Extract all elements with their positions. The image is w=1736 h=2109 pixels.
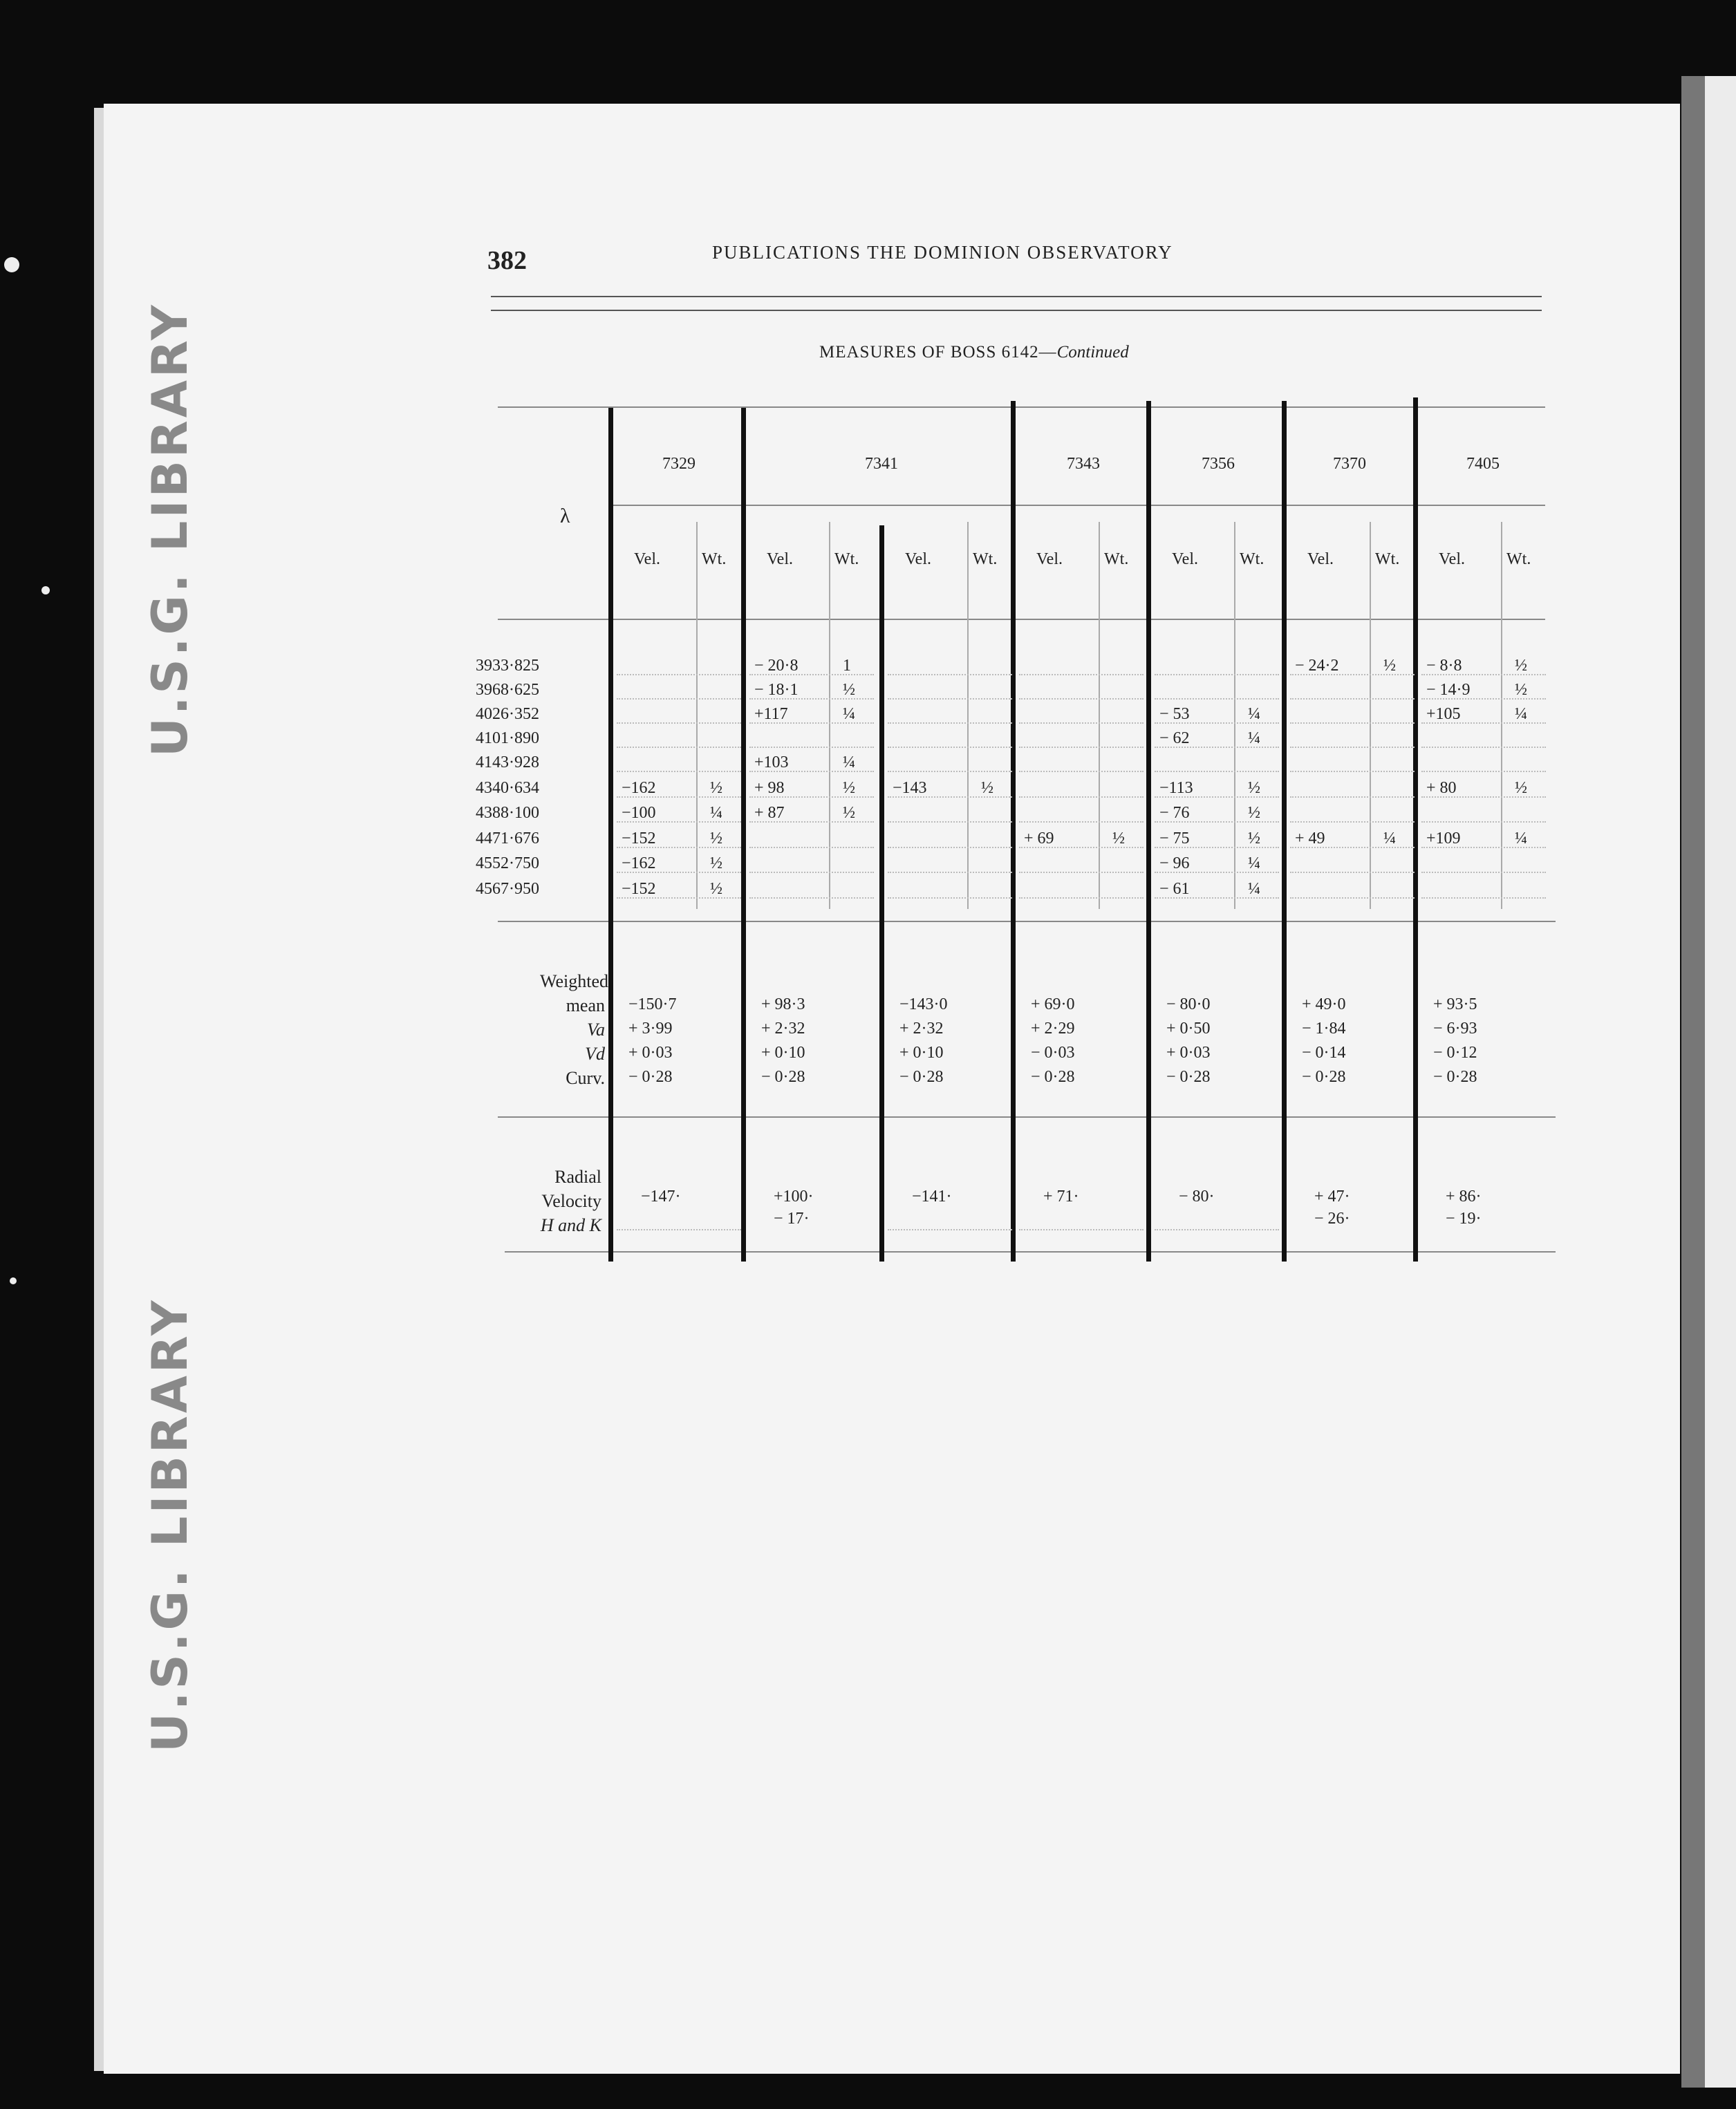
summary-value: + 2·29 xyxy=(1031,1020,1075,1038)
summary-bottom-rule xyxy=(498,1116,1556,1118)
weight-value: ½ xyxy=(1248,829,1260,847)
vel-wt-divider xyxy=(1099,522,1100,909)
data-bottom-rule xyxy=(498,921,1556,922)
weight-value: ¼ xyxy=(1515,829,1527,847)
velocity-value: −100 xyxy=(622,804,656,822)
vel-header: Vel. xyxy=(634,550,660,568)
vel-wt-divider xyxy=(1370,522,1371,909)
leader-dots xyxy=(1019,771,1144,772)
wavelength: 4143·928 xyxy=(476,753,539,771)
library-stamp-bottom: U.S.G. LIBRARY xyxy=(142,1297,198,1752)
header-rule xyxy=(491,310,1542,311)
velocity-value: − 61 xyxy=(1159,880,1190,898)
vel-header: Vel. xyxy=(1036,550,1063,568)
weight-value: ¼ xyxy=(1248,854,1260,872)
leader-dots xyxy=(1290,796,1415,798)
wt-header: Wt. xyxy=(834,550,859,568)
leader-dots xyxy=(1290,872,1415,873)
leader-dots xyxy=(1019,1229,1144,1230)
dust-speck xyxy=(10,1277,17,1284)
column-divider xyxy=(1413,397,1418,1262)
wavelength: 4340·634 xyxy=(476,779,539,797)
vel-header: Vel. xyxy=(1307,550,1334,568)
weight-value: ½ xyxy=(843,804,855,822)
vel-wt-divider xyxy=(829,522,830,909)
leader-dots xyxy=(888,722,1012,724)
vel-header: Vel. xyxy=(1439,550,1465,568)
velocity-value: + 87 xyxy=(754,804,785,822)
summary-value: + 49·0 xyxy=(1302,995,1346,1013)
leader-dots xyxy=(617,698,741,700)
weight-value: ¼ xyxy=(843,705,855,723)
page-number: 382 xyxy=(487,246,527,275)
velocity-value: +109 xyxy=(1426,829,1461,847)
leader-dots xyxy=(1290,897,1415,899)
leader-dots xyxy=(1421,747,1546,748)
leader-dots xyxy=(1019,821,1144,823)
summary-value: − 0·28 xyxy=(899,1068,944,1086)
summary-value: − 6·93 xyxy=(1433,1020,1477,1038)
summary-value: + 98·3 xyxy=(761,995,805,1013)
weight-value: ¼ xyxy=(1248,705,1260,723)
column-divider xyxy=(879,525,884,1262)
summary-value: + 0·10 xyxy=(761,1044,805,1062)
leader-dots xyxy=(1155,674,1279,675)
weight-value: ½ xyxy=(710,779,722,797)
radial-velocity: −147· xyxy=(641,1188,681,1206)
radial-velocity-hk: − 17· xyxy=(774,1210,810,1228)
wavelength: 3933·825 xyxy=(476,657,539,675)
velocity-value: − 53 xyxy=(1159,705,1190,723)
summary-label: Vd xyxy=(585,1044,605,1064)
velocity-value: − 20·8 xyxy=(754,657,799,675)
plate-header-rule xyxy=(608,505,1545,506)
summary-value: + 0·03 xyxy=(628,1044,673,1062)
wavelength: 4471·676 xyxy=(476,829,539,847)
weight-value: ½ xyxy=(1515,779,1527,797)
velocity-value: − 8·8 xyxy=(1426,657,1462,675)
leader-dots xyxy=(1290,698,1415,700)
leader-dots xyxy=(749,897,874,899)
summary-value: + 69·0 xyxy=(1031,995,1075,1013)
summary-label: Curv. xyxy=(566,1068,605,1088)
radial-velocity: + 86· xyxy=(1446,1188,1482,1206)
summary-value: − 0·12 xyxy=(1433,1044,1477,1062)
wavelength: 4567·950 xyxy=(476,880,539,898)
leader-dots xyxy=(1421,872,1546,873)
leader-dots xyxy=(1290,722,1415,724)
measures-table xyxy=(476,387,1556,1272)
column-divider xyxy=(1011,401,1016,1262)
plate-number: 7341 xyxy=(865,455,898,473)
summary-value: − 80·0 xyxy=(1166,995,1211,1013)
velocity-value: −143 xyxy=(893,779,927,797)
header-rule xyxy=(491,296,1542,297)
radial-label: H and K xyxy=(540,1215,601,1235)
summary-value: − 0·03 xyxy=(1031,1044,1075,1062)
summary-value: + 2·32 xyxy=(899,1020,944,1038)
leader-dots xyxy=(617,747,741,748)
radial-label: Radial xyxy=(554,1167,601,1187)
weight-value: ½ xyxy=(710,854,722,872)
column-divider xyxy=(1282,401,1287,1262)
lambda-header: λ xyxy=(560,505,570,527)
leader-dots xyxy=(1019,747,1144,748)
velocity-value: + 80 xyxy=(1426,779,1457,797)
leader-dots xyxy=(1019,872,1144,873)
velocity-value: − 76 xyxy=(1159,804,1190,822)
radial-velocity: + 71· xyxy=(1043,1188,1079,1206)
leader-dots xyxy=(1019,698,1144,700)
leader-dots xyxy=(749,747,874,748)
wt-header: Wt. xyxy=(1506,550,1531,568)
weight-value: ¼ xyxy=(1248,880,1260,898)
leader-dots xyxy=(1019,897,1144,899)
next-page-edge xyxy=(1705,76,1736,2088)
wavelength: 3968·625 xyxy=(476,681,539,699)
summary-value: − 0·28 xyxy=(1166,1068,1211,1086)
summary-value: − 0·14 xyxy=(1302,1044,1346,1062)
summary-value: + 93·5 xyxy=(1433,995,1477,1013)
leader-dots xyxy=(888,674,1012,675)
leader-dots xyxy=(1290,747,1415,748)
velocity-value: −152 xyxy=(622,829,656,847)
leader-dots xyxy=(1421,771,1546,772)
wavelength: 4388·100 xyxy=(476,804,539,822)
leader-dots xyxy=(888,897,1012,899)
leader-dots xyxy=(1155,1229,1279,1230)
column-divider xyxy=(741,408,746,1262)
leader-dots xyxy=(749,847,874,848)
summary-value: − 1·84 xyxy=(1302,1020,1346,1038)
velocity-value: −162 xyxy=(622,779,656,797)
weight-value: ¼ xyxy=(1383,829,1396,847)
radial-velocity: + 47· xyxy=(1314,1188,1350,1206)
weight-value: ½ xyxy=(1515,681,1527,699)
wavelength: 4101·890 xyxy=(476,729,539,747)
vel-header: Vel. xyxy=(767,550,793,568)
weight-value: 1 xyxy=(843,657,851,675)
leader-dots xyxy=(1019,796,1144,798)
velocity-value: − 14·9 xyxy=(1426,681,1471,699)
column-divider xyxy=(1146,401,1151,1262)
velocity-value: +117 xyxy=(754,705,788,723)
summary-value: − 0·28 xyxy=(628,1068,673,1086)
library-stamp-top: U.S.G. LIBRARY xyxy=(142,302,198,757)
weight-value: ½ xyxy=(1248,804,1260,822)
velocity-value: +105 xyxy=(1426,705,1461,723)
summary-label: mean xyxy=(566,995,605,1015)
vel-wt-divider xyxy=(1234,522,1235,909)
leader-dots xyxy=(888,771,1012,772)
wt-header: Wt. xyxy=(1240,550,1264,568)
velocity-value: + 49 xyxy=(1295,829,1325,847)
leader-dots xyxy=(1019,674,1144,675)
weight-value: ¼ xyxy=(843,753,855,771)
weight-value: ½ xyxy=(1248,779,1260,797)
summary-value: − 0·28 xyxy=(761,1068,805,1086)
radial-velocity-hk: − 19· xyxy=(1446,1210,1482,1228)
velocity-value: − 18·1 xyxy=(754,681,799,699)
summary-value: − 0·28 xyxy=(1433,1068,1477,1086)
leader-dots xyxy=(1421,897,1546,899)
weight-value: ½ xyxy=(710,880,722,898)
wt-header: Wt. xyxy=(1375,550,1400,568)
running-title: PUBLICATIONS THE DOMINION OBSERVATORY xyxy=(712,242,1173,263)
leader-dots xyxy=(617,771,741,772)
leader-dots xyxy=(617,674,741,675)
radial-velocity-hk: − 26· xyxy=(1314,1210,1350,1228)
plate-number: 7329 xyxy=(662,455,696,473)
table-caption: MEASURES OF BOSS 6142—Continued xyxy=(819,343,1129,362)
summary-label: Weighted xyxy=(540,971,608,991)
leader-dots xyxy=(1019,722,1144,724)
leader-dots xyxy=(888,698,1012,700)
plate-number: 7343 xyxy=(1067,455,1100,473)
subheader-rule xyxy=(498,619,1545,620)
velocity-value: −113 xyxy=(1159,779,1193,797)
radial-velocity: +100· xyxy=(774,1188,814,1206)
velocity-value: +103 xyxy=(754,753,789,771)
vel-wt-divider xyxy=(696,522,698,909)
summary-value: − 0·28 xyxy=(1031,1068,1075,1086)
velocity-value: + 69 xyxy=(1024,829,1054,847)
leader-dots xyxy=(1155,771,1279,772)
weight-value: ¼ xyxy=(710,804,722,822)
leader-dots xyxy=(888,1229,1012,1230)
radial-label: Velocity xyxy=(541,1191,601,1211)
leader-dots xyxy=(1290,771,1415,772)
velocity-value: −162 xyxy=(622,854,656,872)
leader-dots xyxy=(888,747,1012,748)
leader-dots xyxy=(617,722,741,724)
weight-value: ¼ xyxy=(1248,729,1260,747)
weight-value: ½ xyxy=(710,829,722,847)
wt-header: Wt. xyxy=(973,550,998,568)
weight-value: ½ xyxy=(1383,657,1396,675)
leader-dots xyxy=(1421,821,1546,823)
table-bottom-rule xyxy=(505,1251,1556,1253)
weight-value: ½ xyxy=(981,779,993,797)
velocity-value: − 96 xyxy=(1159,854,1190,872)
velocity-value: − 62 xyxy=(1159,729,1190,747)
vel-wt-divider xyxy=(1501,522,1502,909)
leader-dots xyxy=(1290,821,1415,823)
velocity-value: + 98 xyxy=(754,779,785,797)
radial-velocity: −141· xyxy=(912,1188,952,1206)
weight-value: ½ xyxy=(843,779,855,797)
weight-value: ½ xyxy=(843,681,855,699)
vel-header: Vel. xyxy=(905,550,931,568)
plate-number: 7356 xyxy=(1202,455,1235,473)
vel-wt-divider xyxy=(967,522,969,909)
weight-value: ½ xyxy=(1515,657,1527,675)
summary-value: −143·0 xyxy=(899,995,948,1013)
wavelength: 4552·750 xyxy=(476,854,539,872)
summary-value: + 0·50 xyxy=(1166,1020,1211,1038)
radial-velocity: − 80· xyxy=(1179,1188,1215,1206)
summary-value: − 0·28 xyxy=(1302,1068,1346,1086)
table-top-rule xyxy=(498,406,1545,408)
summary-value: + 0·03 xyxy=(1166,1044,1211,1062)
summary-value: + 3·99 xyxy=(628,1020,673,1038)
dust-speck xyxy=(4,257,19,272)
wavelength: 4026·352 xyxy=(476,705,539,723)
summary-value: −150·7 xyxy=(628,995,677,1013)
summary-value: + 0·10 xyxy=(899,1044,944,1062)
plate-number: 7405 xyxy=(1466,455,1500,473)
column-divider xyxy=(608,408,613,1262)
leader-dots xyxy=(888,821,1012,823)
plate-number: 7370 xyxy=(1333,455,1366,473)
weight-value: ½ xyxy=(1112,829,1125,847)
leader-dots xyxy=(888,847,1012,848)
leader-dots xyxy=(1155,698,1279,700)
velocity-value: −152 xyxy=(622,880,656,898)
velocity-value: − 75 xyxy=(1159,829,1190,847)
weight-value: ¼ xyxy=(1515,705,1527,723)
book-spine-right xyxy=(1681,76,1705,2088)
wt-header: Wt. xyxy=(702,550,727,568)
leader-dots xyxy=(749,872,874,873)
dust-speck xyxy=(41,586,50,594)
velocity-value: − 24·2 xyxy=(1295,657,1339,675)
summary-label: Va xyxy=(587,1020,605,1040)
vel-header: Vel. xyxy=(1172,550,1198,568)
wt-header: Wt. xyxy=(1104,550,1129,568)
leader-dots xyxy=(617,1229,741,1230)
leader-dots xyxy=(888,872,1012,873)
summary-value: + 2·32 xyxy=(761,1020,805,1038)
